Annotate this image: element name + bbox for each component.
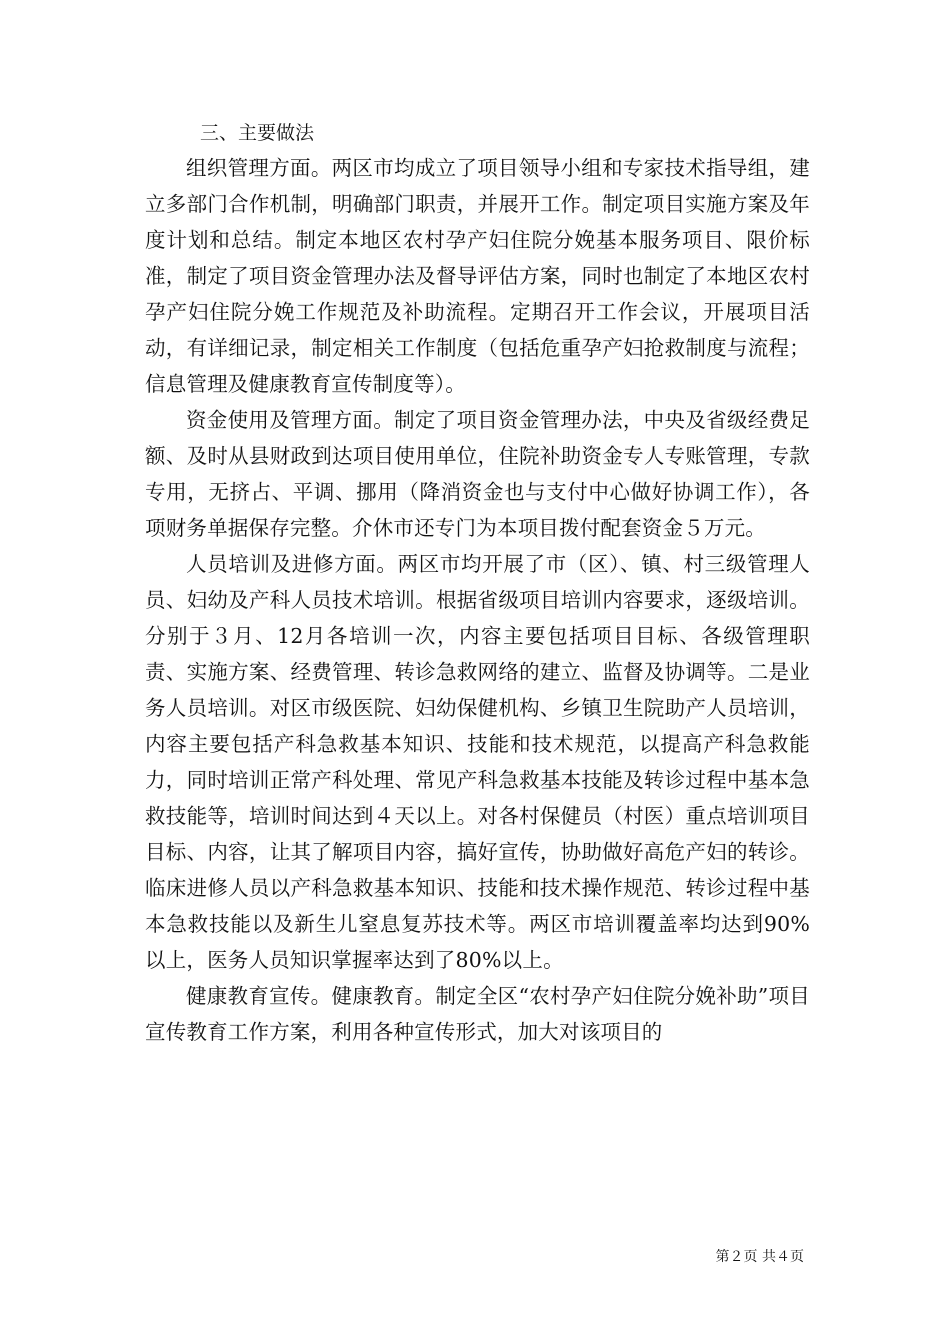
paragraph-health-education: 健康教育宣传。健康教育。制定全区“农村孕产妇住院分娩补助”项目宣传教育工作方案，利用各种宣传形式，加大对该项目的: [145, 984, 810, 1044]
paragraph-training: 人员培训及进修方面。两区市均开展了市（区）、镇、村三级管理人员、妇幼及产科人员技术培训。根据省级项目培训内容要求，逐级培训。分别于３月、12月各培训一次，内容主要包括项目目标、各级管理职责、实施方案、经费管理、转诊急救网络的建立、监督及协调等。二是业务人员培训。对区市级医院、妇幼保健机构、乡镇卫生院助产人员培训，内容主要包括产科急救基本知识、技能和技术规范，以提高产科急救能力，同时培训正常产科处理、常见产科急救基本技能及转诊过程中基本急救技能等，培训时间达到４天以上。对各村保健员（村医）重点培训项目目标、内容，让其了解项目内容，搞好宣传，协助做好高危产妇的转诊。临床进修人员以产科急救基本知识、技能和技术操作规范、转诊过程中基本急救技能以及新生儿窒息复苏技术等。两区市培训覆盖率均达到90%以上，医务人员知识掌握率达到了80%以上。: [145, 552, 810, 972]
page-number: 第２页 共４页: [715, 1249, 804, 1265]
section-heading: 三、主要做法: [200, 122, 315, 144]
document-body: [145, 116, 810, 1050]
paragraph-funding: 资金使用及管理方面。制定了项目资金管理办法，中央及省级经费足额、及时从县财政到达项目使用单位，住院补助资金专人专账管理，专款专用，无挤占、平调、挪用（降消资金也与支付中心做好协调工作），各项财务单据保存完整。介休市还专门为本项目拨付配套资金５万元。: [145, 408, 810, 540]
paragraph-organization: 组织管理方面。两区市均成立了项目领导小组和专家技术指导组，建立多部门合作机制，明确部门职责，并展开工作。制定项目实施方案及年度计划和总结。制定本地区农村孕产妇住院分娩基本服务项目、限价标准，制定了项目资金管理办法及督导评估方案，同时也制定了本地区农村孕产妇住院分娩工作规范及补助流程。定期召开工作会议，开展项目活动，有详细记录，制定相关工作制度（包括危重孕产妇抢救制度与流程；信息管理及健康教育宣传制度等）。: [145, 156, 810, 396]
